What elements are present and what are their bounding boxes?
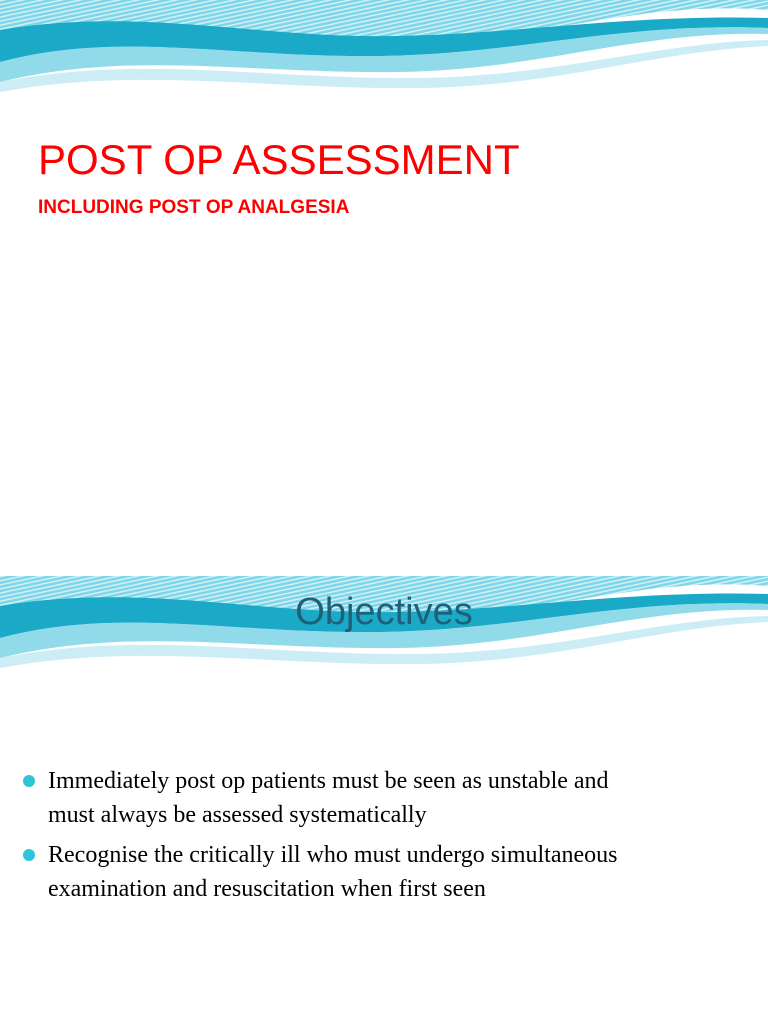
bullet-line: Recognise the critically ill who must undergo simultaneous — [48, 842, 618, 868]
bullet-line: examination and resuscitation when first seen — [48, 876, 486, 902]
slide-title-text: POST OP ASSESSMENT — [38, 136, 520, 183]
bullet-icon — [23, 775, 35, 787]
list-item — [22, 838, 757, 906]
slide-subtitle-text: INCLUDING POST OP ANALGESIA — [38, 197, 350, 218]
objectives-title: Objectives — [295, 591, 473, 633]
bullet-icon — [23, 849, 35, 861]
slide-objectives — [0, 576, 768, 1024]
objectives-list — [22, 764, 757, 912]
wave-banner-icon — [0, 0, 768, 110]
bullet-line: must always be assessed systematically — [48, 802, 427, 828]
bullet-line: Immediately post op patients must be seen as unstable and — [48, 768, 609, 794]
list-item — [22, 764, 757, 832]
